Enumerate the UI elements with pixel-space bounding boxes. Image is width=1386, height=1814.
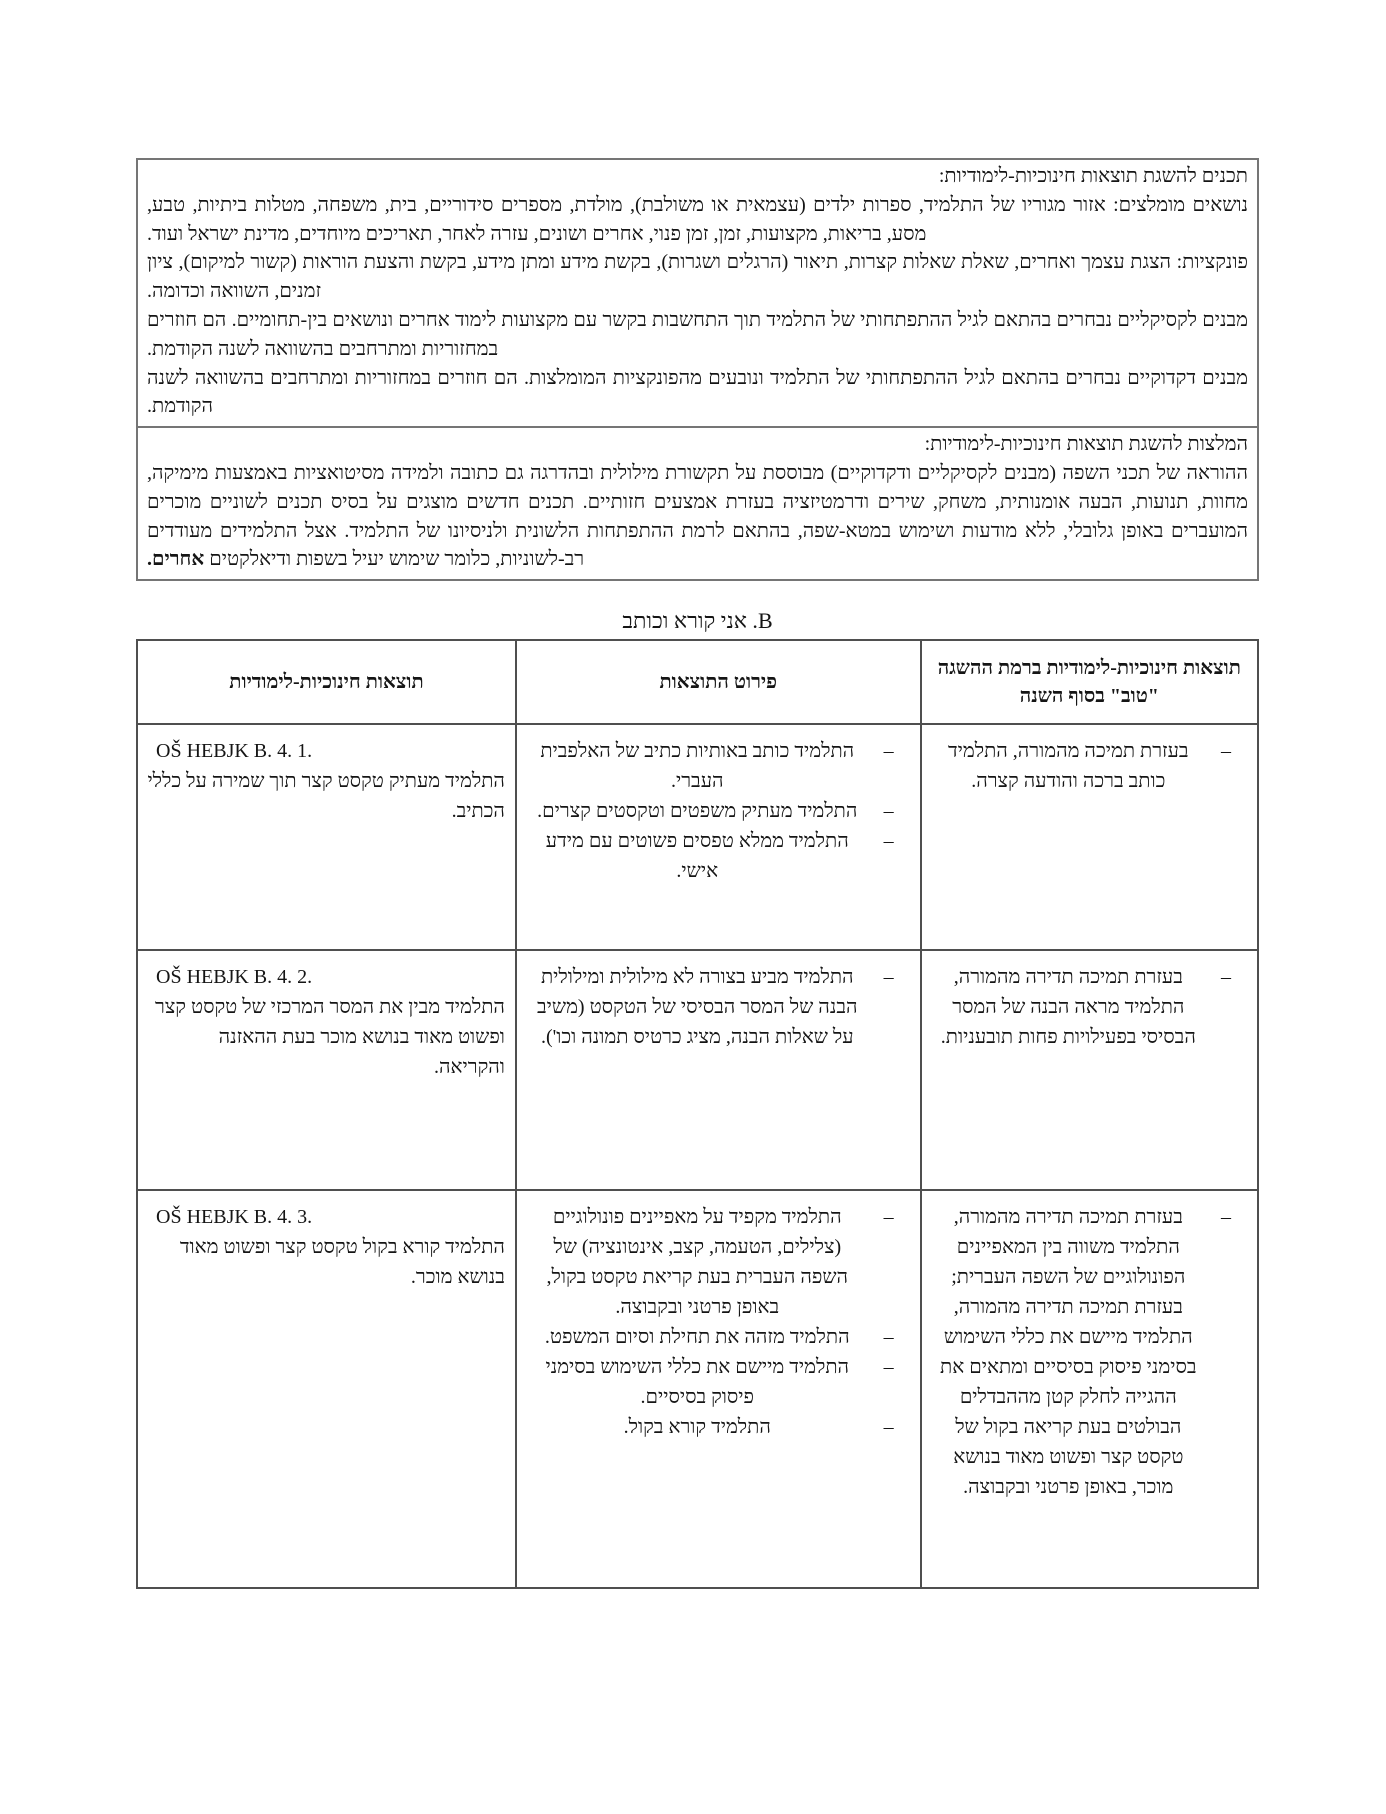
dash-marker: – xyxy=(883,1356,894,1379)
list-item-text: התלמיד כותב באותיות כתיב של האלפבית העברי. xyxy=(540,740,855,793)
cell-good-level xyxy=(921,1190,1258,1588)
table-header-row xyxy=(137,640,1258,724)
list-item-text: התלמיד מזהה את תחילת וסיום המשפט. xyxy=(544,1326,850,1349)
outcome-text: התלמיד קורא בקול טקסט קצר ופשוט מאוד בנושא מוכר. xyxy=(179,1236,505,1289)
cell-details xyxy=(516,950,921,1190)
list-item xyxy=(525,826,912,886)
list-item-text: התלמיד קורא בקול. xyxy=(623,1416,771,1439)
cell-details xyxy=(516,724,921,950)
list-item-text: התלמיד מעתיק משפטים וטקסטים קצרים. xyxy=(537,800,858,823)
list-item-text: בעזרת תמיכה מהמורה, התלמיד כותב ברכה והודעה קצרה. xyxy=(948,740,1189,793)
paragraph-functions: פונקציות: הצגת עצמך ואחרים, שאלת שאלות קצרות, תיאור (הרגלים ושגרות), בקשת מידע ומתן מידע, בקשת והצעת הוראות (קשור למיקום), ציון זמנים, השוואה וכדומה. xyxy=(147,251,1248,303)
list-item-text: התלמיד ממלא טפסים פשוטים עם מידע אישי. xyxy=(545,830,849,883)
dash-marker: – xyxy=(883,966,894,989)
list-item xyxy=(525,796,912,826)
recommendations-text: ההוראה של תכני השפה (מבנים לקסיקליים ודקדוקיים) מבוססת על תקשורת מילולית ובהדרגה גם כתובה ולמידה מסיטואציות באמצעות מימיקה, מחוות, תנועות, הבעה אומנותית, משחק, שירים ודרמטיזציה בעזרת אמצעים חזותיים. תכנים חדשים מוצגים על בסיס תכנים לשוניים מוכרים המועברים באופן גלובלי, ללא מודעות ושימוש במטא-שפה, בהתאם לרמת ההתפתחות הלשונית ולניסיונו של התלמיד. אצל התלמידים מעודדים רב-לשוניות, כלומר שימוש יעיל בשפות ודיאלקטים xyxy=(147,461,1248,571)
cell-outcome xyxy=(137,1190,516,1588)
dash-marker: – xyxy=(883,1326,894,1349)
cell-details xyxy=(516,1190,921,1588)
dash-marker: – xyxy=(883,740,894,763)
contents-section xyxy=(138,160,1257,426)
dash-marker: – xyxy=(1221,1206,1231,1229)
list-item xyxy=(930,736,1249,796)
list-item-text: התלמיד מקפיד על מאפיינים פונולוגיים (צלילים, הטעמה, קצב, אינטונציה) של השפה העברית בעת קריאת טקסט בקול, באופן פרטני ובקבוצה. xyxy=(546,1206,849,1319)
list-item xyxy=(525,736,912,796)
list-item xyxy=(930,962,1249,1052)
dash-marker: – xyxy=(883,800,894,823)
list-item xyxy=(525,1202,912,1322)
dash-marker: – xyxy=(1221,740,1231,763)
outcome-text: התלמיד מבין את המסר המרכזי של טקסט קצר ופשוט מאוד בנושא מוכר בעת ההאזנה והקריאה. xyxy=(155,996,505,1079)
recommendations-heading: המלצות להשגת תוצאות חינוכיות-לימודיות: xyxy=(924,433,1248,456)
cell-good-level xyxy=(921,950,1258,1190)
curriculum-info-box xyxy=(136,158,1259,581)
paragraph-lexical-structures: מבנים לקסיקליים נבחרים בהתאם לגיל ההתפתחותי של התלמיד תוך התחשבות בקשר עם מקצועות לימוד אחרים ונושאים בין-תחומיים. הם חוזרים במחזוריות ומתרחבים בהשוואה לשנה הקודמת. xyxy=(147,308,1248,360)
outcome-text: התלמיד מעתיק טקסט קצר תוך שמירה על כללי הכתיב. xyxy=(147,770,505,823)
recommendations-bold-suffix: אחרים. xyxy=(147,548,205,571)
dash-marker: – xyxy=(883,1206,894,1229)
paragraph-topics: נושאים מומלצים: אזור מגוריו של התלמיד, ספרות ילדים (עצמאית או משולבת), מולדת, מספרים סידוריים, בית, משפחה, מטלות ביתיות, טבע, מסע, בריאות, מקצועות, זמן, זמן פנוי, אחרים ושונים, עזרה לאחר, תאריכים מיוחדים, מדינת ישראל ועוד. xyxy=(147,193,1248,245)
dash-marker: – xyxy=(883,1416,894,1439)
list-item xyxy=(525,1322,912,1352)
list-item-text: התלמיד מביע בצורה לא מילולית ומילולית הבנה של המסר הבסיסי של הטקסט (משיב על שאלות הבנה, מציג כרטיס תמונה וכו'). xyxy=(537,966,858,1049)
dash-marker: – xyxy=(1221,966,1231,989)
section-title: B. אני קורא וכותב xyxy=(622,608,773,634)
list-item xyxy=(525,1352,912,1412)
header-good-level-outcomes: תוצאות חינוכיות-לימודיות ברמת ההשגה "טוב" בסוף השנה xyxy=(921,640,1258,724)
cell-good-level xyxy=(921,724,1258,950)
paragraph-grammatical-structures: מבנים דקדוקיים נבחרים בהתאם לגיל ההתפתחותי של התלמיד ונובעים מהפונקציות המומלצות. הם חוזרים במחזוריות ומתרחבים בהשוואה לשנה הקודמת. xyxy=(147,366,1248,418)
list-item-text: התלמיד מיישם את כללי השימוש בסימני פיסוק בסיסיים. xyxy=(545,1356,850,1409)
contents-heading: תכנים להשגת תוצאות חינוכיות-לימודיות: xyxy=(938,165,1248,187)
document-page xyxy=(136,158,1259,1589)
outcome-code: OŠ HEBJK B. 4. 3. xyxy=(156,1206,313,1229)
table-row xyxy=(137,724,1258,950)
outcome-code: OŠ HEBJK B. 4. 1. xyxy=(156,740,313,763)
outcome-code: OŠ HEBJK B. 4. 2. xyxy=(156,966,313,989)
header-outcomes: תוצאות חינוכיות-לימודיות xyxy=(137,640,516,724)
paragraph-recommendations xyxy=(147,459,1248,574)
list-item-text: בעזרת תמיכה תדירה מהמורה, התלמיד מראה הבנה של המסר הבסיסי בפעילויות פחות תובעניות. xyxy=(940,966,1196,1049)
cell-outcome xyxy=(137,724,516,950)
list-item xyxy=(525,962,912,1052)
cell-outcome xyxy=(137,950,516,1190)
table-row xyxy=(137,950,1258,1190)
outcomes-table xyxy=(136,639,1259,1589)
list-item-text: בעזרת תמיכה תדירה מהמורה, התלמיד משווה בין המאפיינים הפונולוגיים של השפה העברית; בעזרת תמיכה תדירה מהמורה, התלמיד מיישם את כללי השימוש בסימני פיסוק בסיסיים ומתאים את ההגייה לחלק קטן מההבדלים הבולטים בעת קריאה בקול של טקסט קצר ופשוט מאוד בנושא מוכר, באופן פרטני ובקבוצה. xyxy=(940,1206,1197,1499)
header-outcome-details: פירוט התוצאות xyxy=(516,640,921,724)
dash-marker: – xyxy=(883,830,894,853)
list-item xyxy=(930,1202,1249,1502)
table-row xyxy=(137,1190,1258,1588)
list-item xyxy=(525,1412,912,1442)
recommendations-section xyxy=(138,426,1257,579)
